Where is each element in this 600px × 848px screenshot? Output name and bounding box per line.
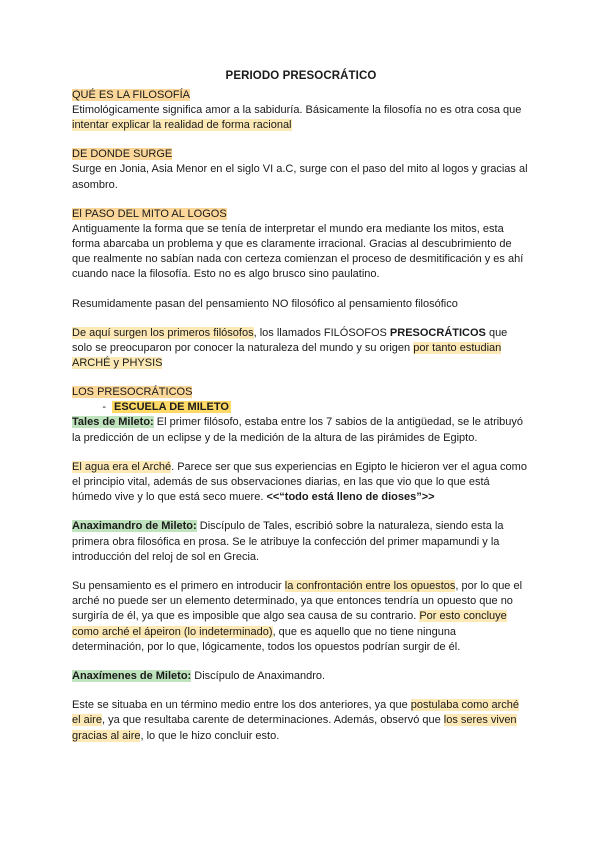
paragraph: Antiguamente la forma que se tenía de interpretar el mundo era mediante los mitos, esta forma abarcaba un problema y que es claramente irracional. Gracias al descubrimiento de que realmente no sabían nada con certeza comienzan el proceso de desmitificación y es ahí cuando nace la filosofía. Esto no es algo brusco sino paulatino.	[72, 222, 524, 281]
paragraph: El agua era el Arché. Parece ser que sus experiencias en Egipto le hicieron ver el agua como el principio vital, además de sus observaciones diarias, en las que vio que lo que está húmedo vive y lo que está seco muere. <<“todo está lleno de dioses”>>	[72, 460, 527, 504]
paragraph: Anaxímenes de Mileto: Discípulo de Anaximandro.	[72, 670, 326, 683]
page-title: PERIODO PRESOCRÁTICO	[225, 70, 377, 82]
section-heading: LOS PRESOCRÁTICOS	[72, 386, 193, 399]
school-heading: - ESCUELA DE MILETO	[102, 401, 229, 414]
section-heading: QUÉ ES LA FILOSOFÍA	[72, 89, 190, 101]
paragraph: Anaximandro de Mileto: Discípulo de Tales, escribió sobre la naturaleza, siendo esta la primera obra filosófica en prosa. Se le atribuye la confección del primer mapamundi y la introducción del reloj de sol en Grecia.	[72, 520, 504, 563]
section-heading: El PASO DEL MITO AL LOGOS	[72, 207, 227, 220]
paragraph: Resumidamente pasan del pensamiento NO filosófico al pensamiento filosófico	[72, 297, 458, 310]
paragraph: Este se situaba en un término medio entre los dos anteriores, ya que postulaba como arché el aire, ya que resultaba carente de determinaciones. Además, observó que los seres viven gracias al aire, lo que le hizo concluir esto.	[72, 699, 519, 742]
paragraph: Etimológicamente significa amor a la sabiduría. Básicamente la filosofía no es otra cosa que intentar explicar la realidad de forma racional	[72, 104, 522, 132]
paragraph: Su pensamiento es el primero en introducir la confrontación entre los opuestos, por lo que el arché no puede ser un elemento determinado, ya que entonces tendría un opuesto que no surgiría de él, ya que es imposible que algo sea causa de su contrario. Por esto concluye como arché el ápeiron (lo indeterminado), que es aquello que no tiene ninguna determinación, por lo que, lógicamente, todos los opuestos podrían surgir de él.	[72, 580, 523, 653]
paragraph: Surge en Jonia, Asia Menor en el siglo VI a.C, surge con el paso del mito al logos y gracias al asombro.	[72, 163, 528, 191]
paragraph: De aquí surgen los primeros filósofos, los llamados FILÓSOFOS PRESOCRÁTICOS que solo se preocuparon por conocer la naturaleza del mundo y su origen por tanto estudian ARCHÉ y PHYSIS	[72, 326, 508, 370]
section-heading: DE DONDE SURGE	[72, 148, 173, 161]
paragraph: Tales de Mileto: El primer filósofo, estaba entre los 7 sabios de la antigüedad, se le atribuyó la predicción de un eclipse y de la medición de la altura de las pirámides de Egipto.	[72, 416, 524, 444]
